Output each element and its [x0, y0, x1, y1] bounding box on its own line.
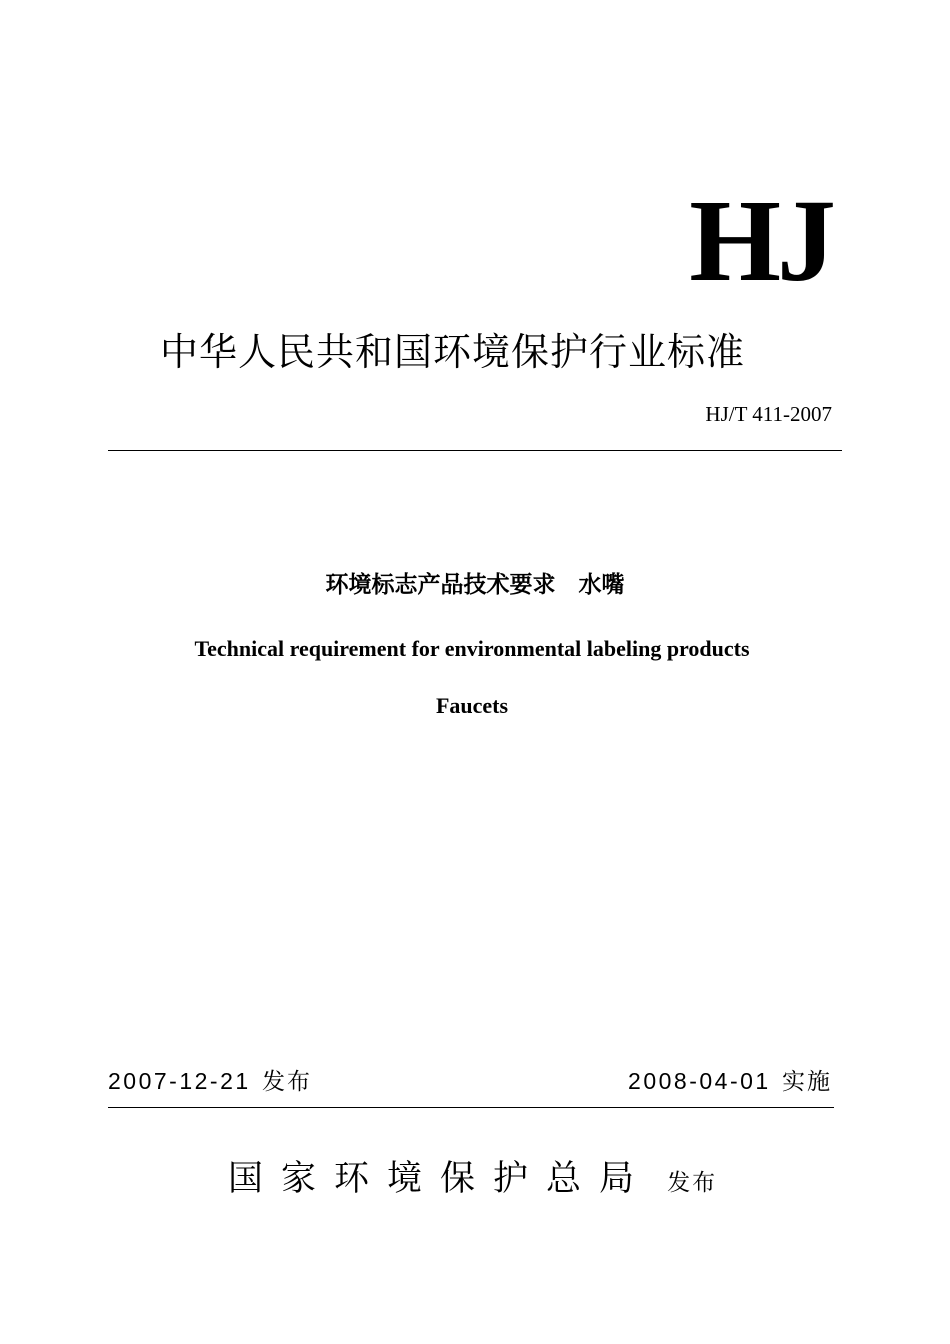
document-title-english: Technical requirement for environmental labeling products [194, 636, 750, 661]
issue-date: 2007-12-21 [108, 1068, 251, 1094]
implement-date: 2008-04-01 [628, 1068, 771, 1094]
issue-date-line [108, 1068, 312, 1097]
standard-category-title: 中华人民共和国环境保护行业标准 [160, 330, 746, 374]
top-divider [108, 450, 842, 451]
publisher-name: 国家环境保护总局 [228, 1159, 653, 1199]
issue-label: 发布 [261, 1069, 312, 1095]
document-subtitle-english: Faucets [435, 693, 509, 718]
implement-label: 实施 [782, 1069, 832, 1095]
standard-logo: HJ [689, 175, 832, 306]
standard-number: HJ/T 411-2007 [705, 402, 832, 426]
bottom-divider [108, 1107, 834, 1108]
publisher-line [228, 1158, 717, 1200]
implement-date-line [628, 1068, 832, 1097]
publisher-label: 发布 [667, 1170, 718, 1196]
document-title-chinese: 环境标志产品技术要求 水嘴 [325, 572, 625, 598]
